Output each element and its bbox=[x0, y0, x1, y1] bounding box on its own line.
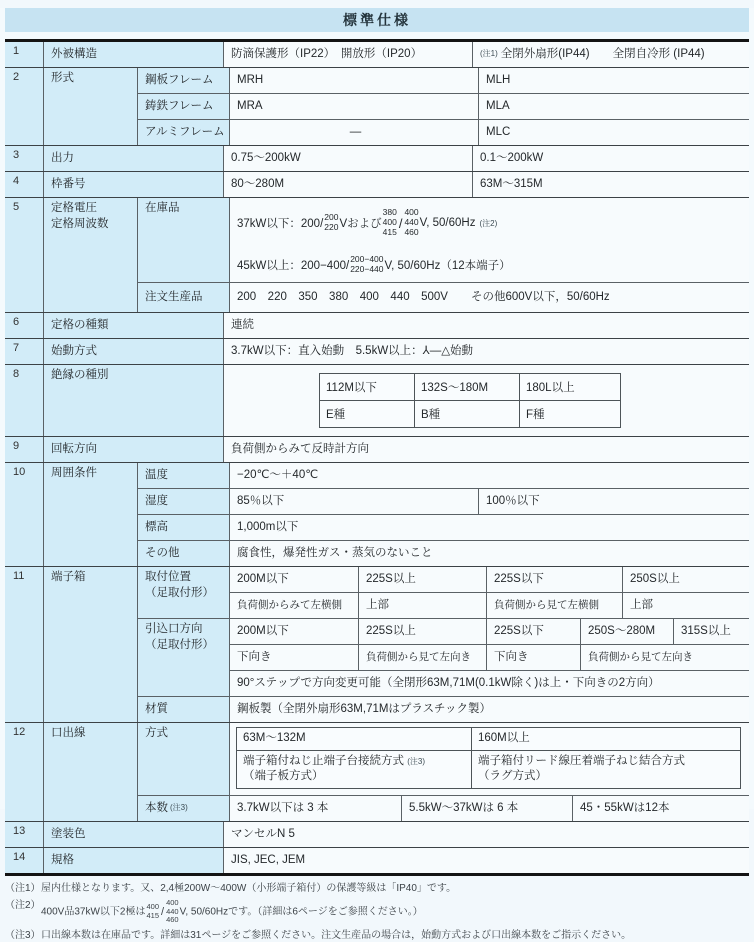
paint-color-value: マンセルN 5 bbox=[231, 827, 295, 840]
sub-label: 鋳鉄フレーム bbox=[138, 94, 230, 119]
note-ref-1: (注1) bbox=[480, 49, 498, 59]
row-number: 8 bbox=[5, 365, 44, 436]
insulation-class-row: E種 B種 F種 bbox=[320, 400, 620, 427]
row-label: 始動方式 bbox=[44, 339, 224, 364]
model-left: MRA bbox=[230, 94, 479, 119]
stock-voltage-cell bbox=[230, 198, 749, 282]
fraction: 200−400 220−440 bbox=[350, 254, 384, 274]
sub-label-count: 本数 (注3) bbox=[138, 796, 230, 821]
step-note: 90°ステップで方向変更可能（全閉形63M,71M(0.1kW除く)は上・下向きの2方向） bbox=[237, 677, 660, 690]
spec-row-standards bbox=[5, 847, 749, 873]
inlet-value-row: 下向き 負荷側から見て左向き 下向き 負荷側から見て左向き bbox=[230, 644, 749, 670]
row-label: 規格 bbox=[44, 848, 224, 873]
altitude-value: 1,000m以下 bbox=[237, 521, 299, 534]
sub-label: その他 bbox=[138, 541, 230, 566]
sub-label: 鋼板フレーム bbox=[138, 68, 230, 93]
row-label: 外被構造 bbox=[44, 42, 224, 67]
other-conditions-value: 腐食性，爆発性ガス・蒸気のないこと bbox=[237, 547, 433, 560]
material-row bbox=[138, 696, 749, 722]
spec-row-rating-type bbox=[5, 312, 749, 338]
spec-row-ambient-conditions bbox=[5, 462, 749, 566]
spec-row-enclosure bbox=[5, 42, 749, 67]
note-ref-2: (注2) bbox=[479, 218, 498, 228]
output-right: 0.1～200kW bbox=[480, 152, 544, 165]
footnote-2 bbox=[5, 899, 749, 925]
row-label: 出力 bbox=[44, 146, 224, 171]
sub-label: 湿度 bbox=[138, 489, 230, 514]
lead-method-head-row: 63M～132M 160M以上 bbox=[237, 728, 740, 750]
row-label: 形式 bbox=[44, 68, 138, 145]
row-label: 口出線 bbox=[44, 723, 138, 821]
mount-head-row: 200M以下 225S以上 225S以下 250S以上 bbox=[230, 567, 749, 592]
sub-label-mount-position: 取付位置 （足取付形） bbox=[138, 567, 230, 618]
spec-row-paint-color bbox=[5, 821, 749, 847]
spec-row-model bbox=[5, 67, 749, 145]
row-number: 11 bbox=[5, 567, 44, 722]
humidity-row bbox=[138, 488, 749, 514]
order-voltages: 200 220 350 380 400 440 500V その他600V以下，50/60Hz bbox=[237, 291, 610, 304]
voltage-line-2: 45kW以上：200−400/ 200−400 220−440 V, 50/60Hz（12本端子） bbox=[237, 254, 511, 274]
page-title bbox=[5, 8, 749, 32]
lead-method-table bbox=[236, 727, 741, 789]
model-right: MLA bbox=[486, 100, 510, 113]
footnote-label: （注1） bbox=[5, 882, 41, 894]
fraction: 200 220 bbox=[324, 212, 339, 232]
footnote-1 bbox=[5, 882, 749, 896]
row-label: 塗装色 bbox=[44, 822, 224, 847]
sub-label: 標高 bbox=[138, 515, 230, 540]
insulation-frame-row: 112M以下 132S～180M 180L以上 bbox=[320, 374, 620, 400]
rotation-direction-value: 負荷側からみて反時計方向 bbox=[231, 443, 369, 456]
sub-label: アルミフレーム bbox=[138, 120, 230, 145]
footnote-3 bbox=[5, 929, 749, 942]
sub-label-stock: 在庫品 bbox=[138, 198, 230, 282]
model-steel-frame-row bbox=[138, 68, 749, 93]
model-left: MRH bbox=[230, 68, 479, 93]
lead-method-desc-row bbox=[237, 750, 740, 788]
output-left: 0.75～200kW bbox=[224, 146, 473, 171]
row-label: 周囲条件 bbox=[44, 463, 138, 566]
sub-label-method: 方式 bbox=[138, 723, 230, 795]
row-number: 5 bbox=[5, 198, 44, 312]
row-number: 9 bbox=[5, 437, 44, 462]
footnotes bbox=[5, 882, 749, 942]
row-label: 端子箱 bbox=[44, 567, 138, 722]
frame-left: 80～280M bbox=[224, 172, 473, 197]
row-number: 12 bbox=[5, 723, 44, 821]
sub-label-order: 注文生産品 bbox=[138, 283, 230, 312]
voltage-line-1: 37kW以下：200/ 200 220 Vおよび 380 400 415 / 400 440 460 V, 50/60Hz (注2) bbox=[237, 207, 498, 237]
footnote-text: 屋内仕様となります。又、2,4極200W～400W（小形端子箱付）の保護等級は「IP40」です。 bbox=[41, 882, 457, 894]
stock-items-row bbox=[138, 198, 749, 282]
lead-method-cell bbox=[230, 723, 749, 795]
fraction: 380 400 415 bbox=[382, 207, 397, 237]
model-aluminum-frame-row bbox=[138, 119, 749, 145]
humidity-right: 100％以下 bbox=[486, 495, 540, 508]
step-note-row bbox=[230, 670, 749, 696]
row-number: 7 bbox=[5, 339, 44, 364]
footnote-text: 口出線本数は在庫品です。詳細は31ページをご参照ください。注文生産品の場合は，始動方式および口出線本数をご指示ください。 bbox=[41, 929, 632, 941]
frame-right: 63M～315M bbox=[480, 178, 543, 191]
lead-count-row: 本数 (注3) 3.7kW以下は 3 本 5.5kW～37kWは 6 本 45・55kWは12本 bbox=[138, 795, 749, 821]
value-drip-proof: 防滴保護形（IP22） 開放形（IP20） bbox=[224, 42, 473, 67]
sub-label: 温度 bbox=[138, 463, 230, 488]
row-number: 10 bbox=[5, 463, 44, 566]
other-conditions-row bbox=[138, 540, 749, 566]
footnote-label: （注2） bbox=[5, 900, 41, 912]
model-right: MLC bbox=[486, 126, 511, 139]
spec-row-lead-wire bbox=[5, 722, 749, 821]
humidity-left: 85％以下 bbox=[230, 489, 479, 514]
mount-position-group bbox=[138, 567, 749, 618]
standards-value: JIS, JEC, JEM bbox=[231, 853, 306, 866]
row-label: 回転方向 bbox=[44, 437, 224, 462]
inlet-direction-group bbox=[138, 618, 749, 696]
page-title-text: 標準仕様 bbox=[343, 12, 411, 28]
model-cast-iron-frame-row bbox=[138, 93, 749, 119]
fraction: 400 415 bbox=[146, 902, 159, 920]
footnote-text: 400V品37kW以下2極は 400 415 / 400 440 460 V, 50/60Hzです。（詳細は6ページをご参照ください。） bbox=[41, 898, 423, 925]
row-label: 定格の種類 bbox=[44, 313, 224, 338]
made-to-order-row bbox=[138, 282, 749, 312]
spec-table bbox=[5, 39, 749, 876]
spec-row-rated-voltage bbox=[5, 197, 749, 312]
altitude-row bbox=[138, 514, 749, 540]
row-label: 定格電圧 定格周波数 bbox=[44, 198, 138, 312]
row-label: 絶縁の種別 bbox=[44, 365, 224, 436]
row-number: 1 bbox=[5, 42, 44, 67]
value-totally-enclosed: (注1) 全閉外扇形(IP44) 全閉自冷形 (IP44) bbox=[480, 48, 705, 61]
insulation-table-cell bbox=[224, 365, 749, 436]
temperature-value: −20℃～＋40℃ bbox=[237, 469, 319, 482]
row-number: 4 bbox=[5, 172, 44, 197]
spec-row-output bbox=[5, 145, 749, 171]
row-number: 13 bbox=[5, 822, 44, 847]
spec-row-rotation-direction bbox=[5, 436, 749, 462]
spec-row-starting-method bbox=[5, 338, 749, 364]
lead-method-desc-left: 端子箱付ねじ止端子台接続方式 (注3) （端子板方式） bbox=[237, 751, 472, 788]
row-label: 枠番号 bbox=[44, 172, 224, 197]
note-ref-3: (注3) bbox=[407, 756, 425, 766]
row-number: 6 bbox=[5, 313, 44, 338]
lead-method-row bbox=[138, 723, 749, 795]
mount-value-row: 負荷側からみて左横側 上部 負荷側から見て左横側 上部 bbox=[230, 592, 749, 618]
spec-row-terminal-box bbox=[5, 566, 749, 722]
row-number: 14 bbox=[5, 848, 44, 873]
material-value: 鋼板製（全閉外扇形63M,71Mはプラスチック製） bbox=[237, 703, 492, 716]
spec-row-insulation-class bbox=[5, 364, 749, 436]
footnote-label: （注3） bbox=[5, 929, 41, 941]
starting-method-value: 3.7kW以下：直入始動 5.5kW以上：⅄—△始動 bbox=[231, 345, 474, 358]
insulation-table bbox=[319, 373, 621, 428]
spec-row-frame-number bbox=[5, 171, 749, 197]
row-number: 3 bbox=[5, 146, 44, 171]
model-left: — bbox=[230, 120, 479, 145]
row-number: 2 bbox=[5, 68, 44, 145]
model-right: MLH bbox=[486, 74, 511, 87]
sub-label-inlet-direction: 引込口方向 （足取付形） bbox=[138, 619, 230, 696]
lead-method-desc-right: 端子箱付リード線圧着端子ねじ結合方式 （ラグ方式） bbox=[478, 754, 685, 783]
rating-type-value: 連続 bbox=[231, 319, 254, 332]
temperature-row bbox=[138, 463, 749, 488]
spec-sheet-page bbox=[0, 8, 754, 941]
inlet-head-row: 200M以下 225S以上 225S以下 250S～280M 315S以上 bbox=[230, 619, 749, 644]
sub-label-material: 材質 bbox=[138, 697, 230, 722]
fraction: 400 440 460 bbox=[404, 207, 419, 237]
note-ref-3: (注3) bbox=[170, 802, 188, 812]
fraction: 400 440 460 bbox=[166, 898, 179, 925]
